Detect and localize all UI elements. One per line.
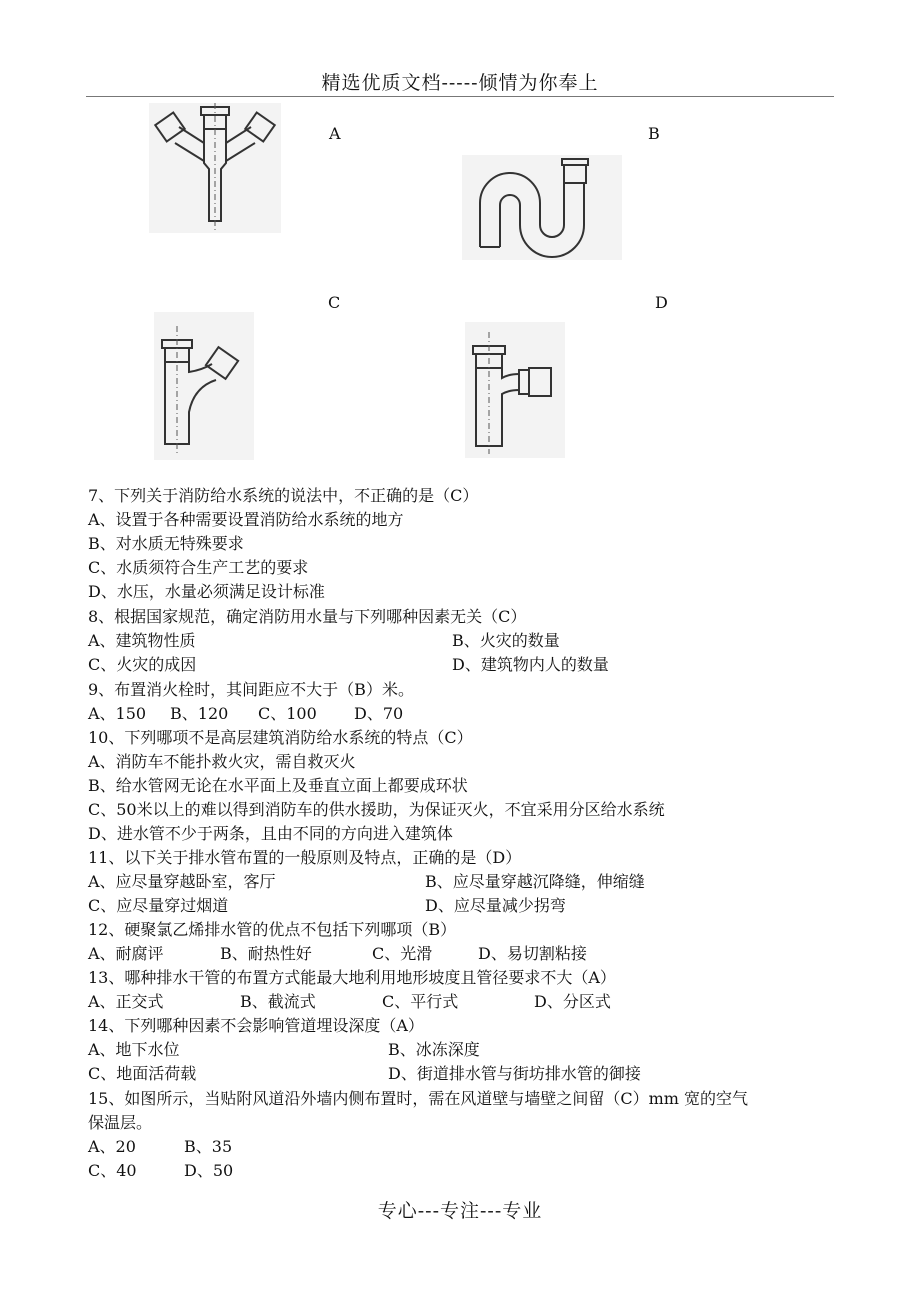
question-11-option-b: B、应尽量穿越沉降缝，伸缩缝: [425, 872, 645, 891]
question-12-option-c: C、光滑: [372, 944, 433, 963]
question-13-option-a: A、正交式: [88, 992, 164, 1011]
question-15-option-d: D、50: [184, 1161, 234, 1180]
question-8-option-b: B、火灾的数量: [452, 631, 560, 650]
page-footer-text: 专心---专注---专业: [377, 1200, 543, 1222]
wye-branch-fitting-icon: [154, 312, 254, 460]
page-header-title: 精选优质文档-----倾情为你奉上: [321, 72, 599, 94]
question-12-option-b: B、耐热性好: [220, 944, 312, 963]
question-15-option-c: C、40: [88, 1161, 137, 1180]
question-13-option-d: D、分区式: [534, 992, 611, 1011]
question-14-option-d: D、街道排水管与街坊排水管的御接: [388, 1064, 641, 1083]
header-divider: [86, 96, 834, 97]
question-9-option-c: C、100: [258, 704, 317, 723]
question-8-option-c: C、火灾的成因: [88, 655, 197, 674]
question-8-option-a: A、建筑物性质: [88, 631, 196, 650]
figure-label-d: D: [655, 293, 668, 312]
question-15-option-b: B、35: [184, 1137, 233, 1156]
question-9-stem: 9、布置消火栓时，其间距应不大于（B）米。: [88, 680, 414, 699]
question-14-option-c: C、地面活荷载: [88, 1064, 197, 1083]
question-11-option-c: C、应尽量穿过烟道: [88, 896, 229, 915]
question-9-option-a: A、150: [88, 704, 147, 723]
question-10-option-c: C、50米以上的难以得到消防车的供水援助，为保证灭火，不宜采用分区给水系统: [88, 800, 665, 819]
question-14-stem: 14、下列哪种因素不会影响管道埋设深度（A）: [88, 1016, 424, 1035]
question-12-option-a: A、耐腐评: [88, 944, 164, 963]
question-9-option-b: B、120: [170, 704, 229, 723]
question-10-stem: 10、下列哪项不是高层建筑消防给水系统的特点（C）: [88, 728, 473, 747]
question-15-option-a: A、20: [88, 1137, 136, 1156]
question-7-option-a: A、设置于各种需要设置消防给水系统的地方: [88, 510, 404, 529]
question-9-option-d: D、70: [354, 704, 404, 723]
question-14-option-b: B、冰冻深度: [388, 1040, 480, 1059]
question-7-stem: 7、下列关于消防给水系统的说法中，不正确的是（C）: [88, 486, 479, 505]
double-y-branch-fitting-icon: [149, 103, 281, 233]
question-15-stem-continued: 保温层。: [88, 1113, 153, 1132]
question-12-stem: 12、硬聚氯乙烯排水管的优点不包括下列哪项（B）: [88, 920, 457, 939]
question-8-option-d: D、建筑物内人的数量: [452, 655, 609, 674]
question-8-stem: 8、根据国家规范，确定消防用水量与下列哪种因素无关（C）: [88, 607, 527, 626]
question-11-option-d: D、应尽量减少拐弯: [425, 896, 566, 915]
question-7-option-b: B、对水质无特殊要求: [88, 534, 244, 553]
question-10-option-a: A、消防车不能扑救火灾，需自救灭火: [88, 752, 356, 771]
question-13-option-c: C、平行式: [382, 992, 459, 1011]
question-7-option-d: D、水压，水量必须满足设计标准: [88, 582, 325, 601]
question-12-option-d: D、易切割粘接: [478, 944, 587, 963]
question-11-option-a: A、应尽量穿越卧室，客厅: [88, 872, 276, 891]
figure-label-b: B: [648, 124, 660, 143]
s-trap-fitting-icon: [462, 155, 622, 260]
question-14-option-a: A、地下水位: [88, 1040, 180, 1059]
question-15-stem: 15、如图所示，当贴附风道沿外墙内侧布置时，需在风道壁与墙壁之间留（C）mm 宽的空气: [88, 1089, 749, 1108]
question-10-option-d: D、进水管不少于两条，且由不同的方向进入建筑体: [88, 824, 453, 843]
question-7-option-c: C、水质须符合生产工艺的要求: [88, 558, 309, 577]
question-13-stem: 13、哪种排水干管的布置方式能最大地利用地形坡度且管径要求不大（A）: [88, 968, 616, 987]
figure-label-c: C: [328, 293, 341, 312]
figure-label-a: A: [329, 124, 341, 143]
question-13-option-b: B、截流式: [240, 992, 316, 1011]
question-10-option-b: B、给水管网无论在水平面上及垂直立面上都要成环状: [88, 776, 468, 795]
question-11-stem: 11、以下关于排水管布置的一般原则及特点，正确的是（D）: [88, 848, 522, 867]
tee-fitting-icon: [465, 322, 565, 458]
